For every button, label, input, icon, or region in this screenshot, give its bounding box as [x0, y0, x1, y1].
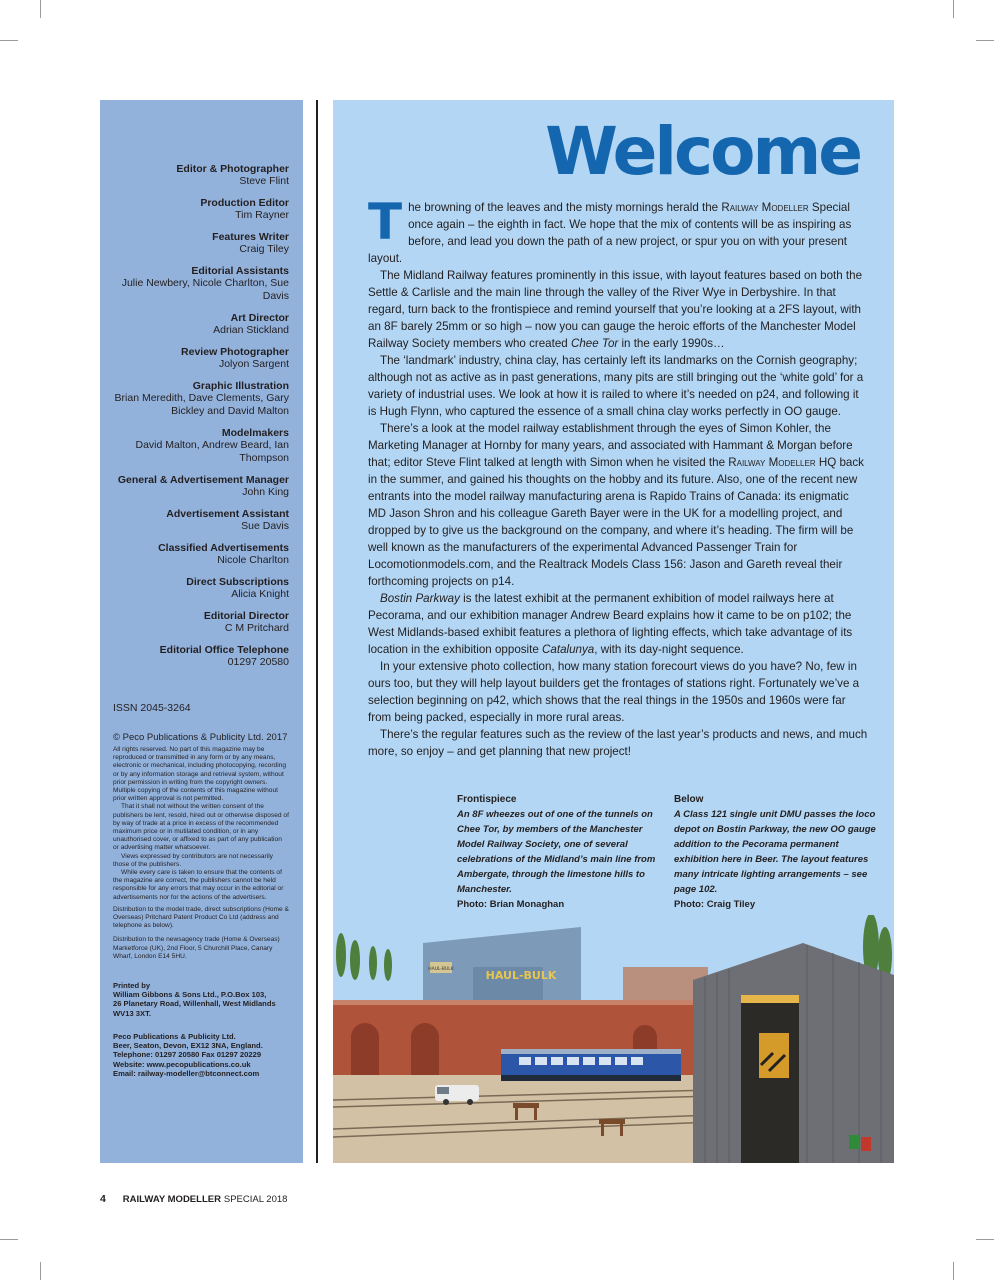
credit-name: Alicia Knight — [231, 588, 289, 600]
publisher-info — [113, 1032, 289, 1078]
credit-entry — [113, 474, 289, 499]
copyright: © Peco Publications & Publicity Ltd. 2017 — [113, 732, 288, 743]
crop-mark — [0, 40, 18, 41]
credit-entry — [113, 576, 289, 601]
credit-role: Advertisement Assistant — [166, 508, 289, 520]
credit-role: Editor & Photographer — [176, 163, 289, 175]
shed-light — [741, 995, 799, 1003]
credit-name: Steve Flint — [239, 175, 289, 187]
column-divider — [316, 100, 318, 1163]
welcome-paragraph — [368, 193, 868, 267]
crop-mark — [976, 40, 994, 41]
caption-frontispiece — [457, 792, 662, 912]
issn: ISSN 2045-3264 — [113, 702, 191, 714]
caption-credit: Photo: Brian Monaghan — [457, 899, 565, 910]
printer-line: WV13 3XT. — [113, 1008, 151, 1018]
credit-role: Editorial Assistants — [191, 265, 289, 277]
text-run: is the latest exhibit at the permanent exhibition of model railways here at Pecorama, and our exhibition manager Andrew Beard explains how it came to be on p102; the West Midlands-based exhibit features a plethora of lighting effects, which take advantage of its location in the exhibition opposite — [368, 592, 853, 656]
text-run: Special once again – the eighth in fact. We hope that the mix of contents will be as inspiring as before, and lead you down the path of a new project, or spur you on with your present layout. — [368, 201, 852, 265]
publisher-line: Telephone: 01297 20580 Fax 01297 20229 — [113, 1050, 262, 1060]
crop-mark — [40, 1262, 41, 1280]
publisher-line: Website: www.pecopublications.co.uk — [113, 1059, 251, 1069]
publisher-line: Peco Publications & Publicity Ltd. — [113, 1031, 236, 1041]
van-window — [437, 1087, 449, 1094]
masthead-panel — [100, 100, 303, 1163]
distribution-notice — [113, 906, 289, 931]
credit-name: 01297 20580 — [227, 656, 289, 668]
caption-below — [674, 792, 879, 912]
rights-paragraph: All rights reserved. No part of this magazine may be reproduced or transmitted in any form or by any means, electronic or mechanical, including photocopying, recording or by any information storage and retrieval system, without prior permission in writing from the copyright owners. Multiple copying of the contents of this magazine without prior written approval is not permitted. — [113, 746, 287, 803]
dmu-underframe — [501, 1075, 681, 1081]
credit-role: Graphic Illustration — [192, 380, 289, 392]
credit-role: Editorial Office Telephone — [159, 644, 289, 656]
credit-entry — [113, 644, 289, 669]
welcome-paragraph: There’s the regular features such as the review of the last year’s products and news, and much more, so enjoy – and get planning that new project! — [368, 728, 868, 758]
caption-title: Frontispiece — [457, 794, 517, 805]
crop-mark — [0, 1239, 18, 1240]
credit-name: Jolyon Sargent — [218, 358, 289, 370]
layout-photo — [333, 915, 894, 1163]
printer-line: Printed by — [113, 981, 151, 991]
credit-role: Review Photographer — [181, 346, 289, 358]
publisher-line: Beer, Seaton, Devon, EX12 3NA, England. — [113, 1041, 263, 1051]
welcome-paragraph — [368, 420, 868, 590]
credit-entry — [113, 265, 289, 303]
welcome-body — [368, 193, 868, 760]
welcome-paragraph — [368, 590, 868, 658]
welcome-panel — [333, 100, 894, 1163]
van-wheel — [467, 1099, 473, 1105]
crop-mark — [953, 1262, 954, 1280]
credit-name: David Malton, Andrew Beard, Ian Thompson — [135, 439, 289, 464]
text-run: he browning of the leaves and the misty mornings herald the — [408, 201, 722, 214]
distribution-paragraph: Distribution to the newsagency trade (Home & Overseas) Marketforce (UK), 2nd Floor, 5 Churchill Place, Canary Wharf, London E14 5HU. — [113, 936, 280, 960]
credit-entry — [113, 312, 289, 337]
printer-info — [113, 981, 289, 1018]
caption-body: A Class 121 single unit DMU passes the loco depot on Bostin Parkway, the new OO gauge addition to the Pecorama permanent exhibition here in Beer. The layout features many intricate lighting arrangements – see page 102. — [674, 809, 876, 895]
page-footer — [100, 1193, 287, 1205]
text-run: Bostin Parkway — [380, 592, 460, 605]
magazine-name: RAILWAY MODELLER — [122, 1194, 221, 1205]
text-run: Chee Tor — [570, 337, 619, 350]
credit-role: Editorial Director — [203, 610, 289, 622]
credit-entry — [113, 427, 289, 465]
distribution-notice — [113, 936, 289, 961]
credit-entry — [113, 197, 289, 222]
van-wheel — [443, 1099, 449, 1105]
rights-paragraph: Views expressed by contributors are not necessarily those of the publishers. — [113, 852, 273, 868]
credit-role: Production Editor — [200, 197, 289, 209]
printer-line: 26 Planetary Road, Willenhall, West Midlands — [113, 999, 276, 1009]
caption-title: Below — [674, 794, 704, 805]
credits-list — [113, 163, 289, 669]
text-run: There’s a look at the model railway establishment through the eyes of Simon Kohler, the Marketing Manager at Hornby for many years, and associated with Hammant & Morgan before that; editor Steve Flint talked at length with Simon when he visited the — [368, 422, 853, 469]
credit-name: Adrian Stickland — [213, 324, 289, 336]
text-run: , with its day-night sequence. — [594, 643, 744, 656]
shed-doorway — [741, 995, 799, 1163]
drop-cap: T — [368, 193, 403, 251]
credit-name: Tim Rayner — [235, 209, 289, 221]
welcome-paragraph — [368, 267, 868, 352]
crop-mark — [976, 1239, 994, 1240]
crop-mark — [953, 0, 954, 18]
caption-credit: Photo: Craig Tiley — [674, 899, 756, 910]
welcome-paragraph: The ‘landmark’ industry, china clay, has certainly left its landmarks on the Cornish geography; although not as active as in past generations, many pits are still bringing out the ‘white gold’ for a variety of industrial uses. We look at how it is railed to where it’s needed on p24, and following it is Hugh Flynn, who captured the essence of a small china clay works perfectly in OO gauge. — [368, 354, 864, 418]
credit-name: Nicole Charlton — [217, 554, 289, 566]
credit-entry — [113, 163, 289, 188]
credit-name: Brian Meredith, Dave Clements, Gary Bickley and David Malton — [114, 392, 289, 417]
credit-name: Craig Tiley — [239, 243, 289, 255]
green-barrel — [849, 1135, 859, 1149]
credit-role: Features Writer — [212, 231, 289, 243]
credit-role: Direct Subscriptions — [186, 576, 289, 588]
rights-paragraph: While every care is taken to ensure that the contents of the magazine are correct, the publishers cannot be held responsible for any errors that may occur in the editorial or advertisements nor for the actions of the advertisers. — [113, 869, 284, 901]
credit-role: General & Advertisement Manager — [117, 474, 289, 486]
issue-label: SPECIAL 2018 — [223, 1194, 288, 1205]
publisher-line: Email: railway-modeller@btconnect.com — [113, 1068, 260, 1078]
credit-entry — [113, 610, 289, 635]
red-barrel — [861, 1137, 871, 1151]
credit-entry — [113, 346, 289, 371]
crop-mark — [40, 0, 41, 18]
rights-paragraph: That it shall not without the written consent of the publishers be lent, resold, hired out or otherwise disposed of by way of trade at a price in excess of the recommended maximum price or in mutilated condition, or in any unauthorised cover, or affixed to as part of any publication or advertising matter whatsoever. — [113, 803, 289, 852]
credit-entry — [113, 542, 289, 567]
text-run: Railway Modeller — [728, 456, 816, 469]
text-run: in the early 1990s… — [618, 337, 725, 350]
credit-role: Art Director — [230, 312, 289, 324]
credit-role: Classified Advertisements — [158, 542, 289, 554]
text-run: The Midland Railway features prominently in this issue, with layout features based on both the Settle & Carlisle and the main line through the valley of the River Wye in Derbyshire. In that regard, turn back to the frontispiece and remind yourself that you’re looking at a 2FS layout, with an 8F barely 25mm or so high – now you can gauge the heroic efforts of the Manchester Model Railway Society members who created — [368, 269, 863, 350]
rights-notice — [113, 746, 289, 902]
distribution-paragraph: Distribution to the model trade, direct subscriptions (Home & Overseas) Pritchard Patent Product Co Ltd (address and telephone as below). — [113, 905, 289, 930]
text-run: Catalunya — [542, 643, 595, 656]
page-number: 4 — [100, 1193, 106, 1205]
dmu-roof — [501, 1049, 681, 1054]
credit-entry — [113, 380, 289, 418]
printer-line: William Gibbons & Sons Ltd., P.O.Box 103, — [113, 990, 267, 1000]
credit-entry — [113, 231, 289, 256]
warehouse-sign: HAUL-BULK — [485, 969, 557, 982]
text-run: Railway Modeller — [721, 201, 809, 214]
credit-name: John King — [242, 486, 289, 498]
credit-name: C M Pritchard — [224, 622, 289, 634]
credit-role: Modelmakers — [221, 427, 289, 439]
welcome-title: Welcome — [545, 113, 860, 190]
small-sign: HAUL-BULK — [428, 967, 454, 972]
wall-coping — [333, 1000, 693, 1005]
credit-name: Sue Davis — [241, 520, 289, 532]
text-run: HQ back in the summer, and gained his thoughts on the hobby and its future. Also, one of the recent new entrants into the model railway manufacturing arena is Rapido Trains of Canada: its enigmatic MD Jason Shron and his colleague Gareth Bayer were in the UK for a modelling project, and dropped by to give us the background on the company, and where it’s heading. The firm will be well known as the manufacturers of the experimental Advanced Passenger Train for Locomotionmodels.com, and the Realtrack Models Class 156: Jason and Gareth reveal their forthcoming projects on p14. — [368, 456, 864, 588]
credit-name: Julie Newbery, Nicole Charlton, Sue Davis — [121, 277, 289, 302]
credit-entry — [113, 508, 289, 533]
caption-body: An 8F wheezes out of one of the tunnels on Chee Tor, by members of the Manchester Model Railway Society, one of several celebrations of the Midland’s main line from Ambergate, through the limestone hills to Manchester. — [457, 809, 656, 895]
welcome-paragraph: In your extensive photo collection, how many station forecourt views do you have? No, few in ours too, but they will help layout builders get the frontages of stations right. Fortunately we’ve a selection beginning on p42, which shows that the real things in the 1950s and 1960s were far from being packed, especially in more rural areas. — [368, 660, 860, 724]
